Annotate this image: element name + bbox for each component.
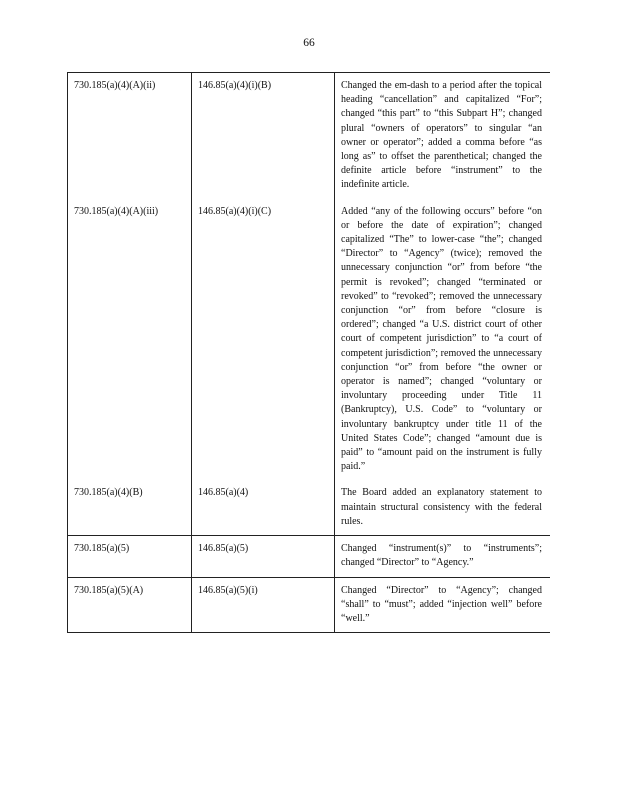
federal-section-cell: 146.85(a)(5)(i) [192, 577, 335, 633]
table-row [68, 73, 551, 199]
state-section-cell: 730.185(a)(4)(A)(iii) [68, 199, 192, 481]
federal-section-cell: 146.85(a)(4)(i)(C) [192, 199, 335, 481]
table-row [68, 577, 551, 633]
state-section-cell: 730.185(a)(5) [68, 536, 192, 577]
state-section-cell: 730.185(a)(5)(A) [68, 577, 192, 633]
state-section-cell: 730.185(a)(4)(B) [68, 480, 192, 535]
change-description-cell: Added “any of the following occurs” before “on or before the date of expiration”; changed capitalized “The” to lower-case “the”; changed “Director” to “Agency” (twice); removed the unnecessary conjunction “or” from before “the permit is revoked”; changed “terminated or revoked” to “revoked”; removed the unnecessary conjunction “or” from before “closure is ordered”; changed “a U.S. district court of other court of competent jurisdiction” to “a court of competent jurisdiction”; removed the unnecessary conjunction “or” from before “the owner or operator is named”; changed “voluntary or involuntary proceeding under Title 11 (Bankruptcy), U.S. Code” to “voluntary or involuntary bankruptcy under title 11 of the United States Code”; changed “amount due is paid” to “amount paid on the instrument is fully paid.” [335, 199, 551, 481]
table-row [68, 480, 551, 535]
comparison-table [67, 72, 550, 633]
table-row [68, 536, 551, 577]
federal-section-cell: 146.85(a)(5) [192, 536, 335, 577]
federal-section-cell: 146.85(a)(4) [192, 480, 335, 535]
table-row [68, 199, 551, 481]
page-number: 66 [303, 37, 315, 49]
change-description-cell: Changed the em-dash to a period after the topical heading “cancellation” and capitalized “For”; changed “this part” to “this Subpart H”; changed plural “owners of operators” to singular “an owner or operator”; added a comma before “as long as” to offset the parenthetical; changed the definite article before “instrument” to the indefinite article. [335, 73, 551, 199]
state-section-cell: 730.185(a)(4)(A)(ii) [68, 73, 192, 199]
change-description-cell: Changed “instrument(s)” to “instruments”; changed “Director” to “Agency.” [335, 536, 551, 577]
change-description-cell: Changed “Director” to “Agency”; changed “shall” to “must”; added “injection well” before “well.” [335, 577, 551, 633]
federal-section-cell: 146.85(a)(4)(i)(B) [192, 73, 335, 199]
change-description-cell: The Board added an explanatory statement to maintain structural consistency with the federal rules. [335, 480, 551, 535]
